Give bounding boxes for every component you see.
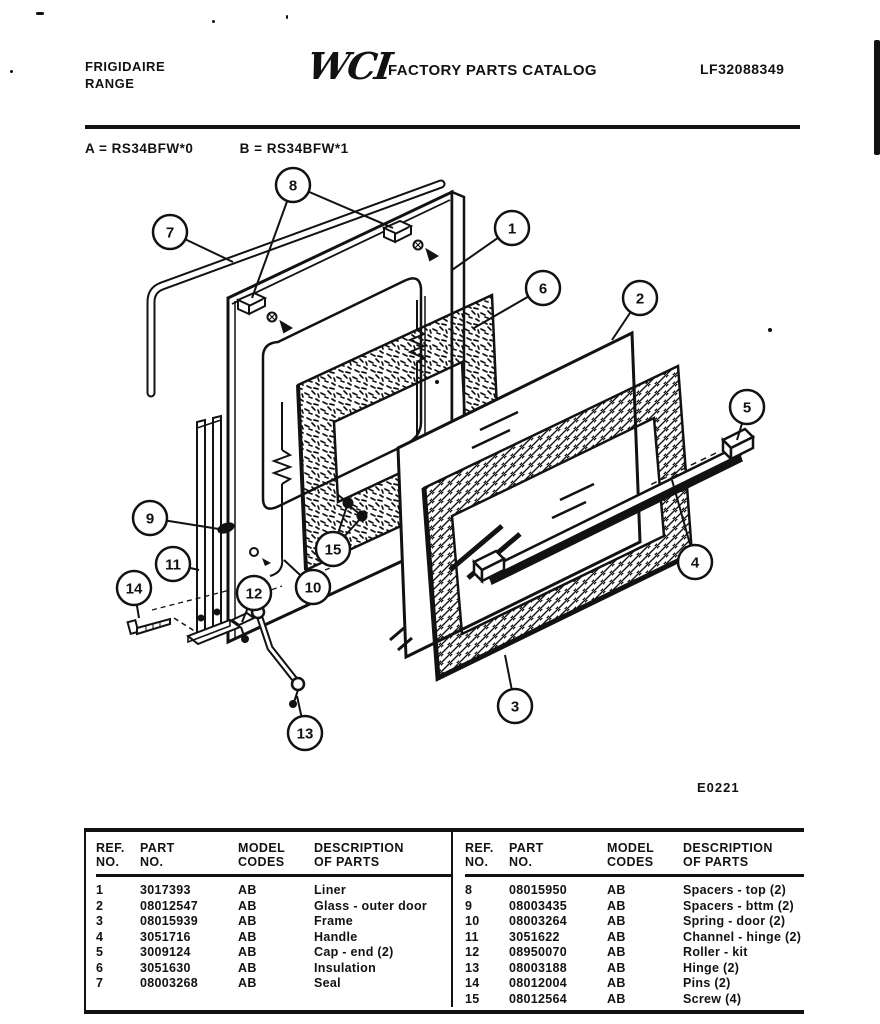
callout-4 bbox=[678, 545, 712, 579]
model-codes: AB bbox=[607, 991, 626, 1006]
part-no: 08015950 bbox=[509, 883, 568, 897]
ref-no: 10 bbox=[465, 914, 480, 928]
ref-no: 7 bbox=[96, 976, 104, 990]
callout-11 bbox=[156, 547, 190, 581]
ref-no: 15 bbox=[465, 991, 480, 1006]
catalog-title: FACTORY PARTS CATALOG bbox=[388, 62, 597, 79]
ref-no: 13 bbox=[465, 960, 480, 975]
part-no: 3051622 bbox=[509, 929, 560, 944]
ref-no: 9 bbox=[465, 898, 473, 913]
svg-text:6: 6 bbox=[538, 280, 548, 298]
ref-no: 14 bbox=[465, 976, 480, 990]
description: Pins (2) bbox=[683, 976, 731, 990]
ref-no: 6 bbox=[96, 960, 104, 975]
model-codes: AB bbox=[607, 960, 626, 975]
svg-text:9: 9 bbox=[145, 510, 155, 528]
table-row bbox=[96, 899, 451, 915]
model-a: A = RS34BFW*0 bbox=[85, 141, 194, 156]
ref-no: 8 bbox=[465, 883, 473, 897]
svg-text:13: 13 bbox=[296, 725, 314, 743]
brand-line2: RANGE bbox=[85, 76, 135, 91]
description: Cap - end (2) bbox=[314, 945, 394, 959]
ref-no: 2 bbox=[96, 898, 104, 913]
svg-text:12: 12 bbox=[245, 585, 263, 603]
wci-logo: WCI bbox=[304, 44, 394, 88]
model-codes: AB bbox=[607, 914, 626, 928]
svg-text:8: 8 bbox=[288, 177, 298, 195]
svg-text:2: 2 bbox=[635, 290, 645, 308]
table-row bbox=[96, 945, 451, 961]
exploded-door-diagram bbox=[0, 150, 880, 810]
table-row bbox=[96, 883, 451, 899]
table-row bbox=[465, 961, 804, 977]
description: Roller - kit bbox=[683, 945, 748, 959]
table-row bbox=[96, 976, 451, 992]
parts-table bbox=[84, 828, 804, 1014]
svg-text:1: 1 bbox=[507, 220, 517, 238]
table-row bbox=[465, 914, 804, 930]
callout-2 bbox=[623, 281, 657, 315]
ref-no: 5 bbox=[96, 945, 104, 959]
part-no: 08015939 bbox=[140, 914, 199, 928]
description: Liner bbox=[314, 883, 347, 897]
part-no: 08003264 bbox=[509, 914, 568, 928]
table-header: REF. NO. PART NO. MODEL CODES DESCRIPTION OF PARTS bbox=[465, 841, 804, 877]
parts-table-right bbox=[451, 832, 804, 1007]
brand-title bbox=[85, 58, 165, 92]
document-number: LF32088349 bbox=[700, 61, 785, 77]
callout-13 bbox=[288, 716, 322, 750]
part-no: 08003268 bbox=[140, 976, 199, 990]
table-row bbox=[465, 899, 804, 915]
callout-14 bbox=[117, 571, 151, 605]
scan-artifact bbox=[874, 40, 880, 155]
svg-text:15: 15 bbox=[324, 541, 342, 559]
description: Insulation bbox=[314, 960, 377, 975]
ref-no: 4 bbox=[96, 929, 104, 944]
svg-text:5: 5 bbox=[742, 399, 752, 417]
description: Frame bbox=[314, 914, 354, 928]
description: Hinge (2) bbox=[683, 960, 740, 975]
svg-text:11: 11 bbox=[165, 556, 181, 574]
callout-5 bbox=[730, 390, 764, 424]
callout-10 bbox=[296, 570, 330, 604]
svg-text:4: 4 bbox=[690, 554, 700, 572]
ref-no: 1 bbox=[96, 883, 104, 897]
model-b: B = RS34BFW*1 bbox=[239, 141, 349, 156]
model-codes: AB bbox=[607, 945, 626, 959]
table-row bbox=[96, 930, 451, 946]
description: Seal bbox=[314, 976, 341, 990]
callout-1 bbox=[495, 211, 529, 245]
table-rows bbox=[465, 883, 804, 1007]
figure-code: E0221 bbox=[697, 780, 740, 795]
part-no: 08003188 bbox=[509, 960, 568, 975]
description: Handle bbox=[314, 929, 358, 944]
model-codes: AB bbox=[607, 929, 626, 944]
scan-noise bbox=[212, 20, 215, 23]
parts-table-left bbox=[86, 832, 451, 1007]
part-no: 3009124 bbox=[140, 945, 191, 959]
svg-text:3: 3 bbox=[510, 698, 520, 716]
description: Spring - door (2) bbox=[683, 914, 786, 928]
table-row bbox=[465, 883, 804, 899]
svg-text:7: 7 bbox=[165, 224, 175, 242]
model-codes: AB bbox=[238, 898, 257, 913]
model-codes: AB bbox=[238, 960, 257, 975]
table-row bbox=[96, 914, 451, 930]
scan-noise bbox=[10, 70, 13, 73]
scan-noise bbox=[286, 15, 288, 19]
ref-no: 3 bbox=[96, 914, 104, 928]
callout-7 bbox=[153, 215, 187, 249]
header-rule bbox=[85, 125, 800, 129]
part-no: 08012004 bbox=[509, 976, 568, 990]
table-row bbox=[465, 992, 804, 1008]
hinge-arm bbox=[252, 606, 304, 708]
model-codes: AB bbox=[607, 976, 626, 990]
model-codes: AB bbox=[607, 898, 626, 913]
hinge-pin bbox=[128, 618, 196, 634]
part-no: 08012564 bbox=[509, 991, 568, 1006]
table-row bbox=[96, 961, 451, 977]
callout-8 bbox=[276, 168, 310, 202]
scan-noise bbox=[435, 380, 439, 384]
part-no: 08003435 bbox=[509, 898, 568, 913]
model-codes: AB bbox=[238, 929, 257, 944]
part-no: 08012547 bbox=[140, 898, 199, 913]
callout-9 bbox=[133, 501, 167, 535]
ref-no: 11 bbox=[465, 929, 479, 944]
description: Spacers - bttm (2) bbox=[683, 898, 794, 913]
model-codes: AB bbox=[238, 976, 257, 990]
callout-6 bbox=[526, 271, 560, 305]
part-no: 08950070 bbox=[509, 945, 568, 959]
description: Glass - outer door bbox=[314, 898, 428, 913]
description: Screw (4) bbox=[683, 991, 742, 1006]
table-header: REF. NO. PART NO. MODEL CODES DESCRIPTION OF PARTS bbox=[96, 841, 451, 877]
svg-text:14: 14 bbox=[125, 580, 143, 598]
callout-3 bbox=[498, 689, 532, 723]
scan-noise bbox=[36, 12, 44, 15]
table-row bbox=[465, 945, 804, 961]
model-codes: AB bbox=[238, 883, 257, 897]
description: Spacers - top (2) bbox=[683, 883, 787, 897]
brand-line1: FRIGIDAIRE bbox=[85, 59, 166, 74]
description: Channel - hinge (2) bbox=[683, 929, 802, 944]
part-no: 3017393 bbox=[140, 883, 191, 897]
model-codes: AB bbox=[607, 883, 626, 897]
model-codes: AB bbox=[238, 914, 257, 928]
svg-text:10: 10 bbox=[304, 579, 322, 597]
model-codes: AB bbox=[238, 945, 257, 959]
callout-12 bbox=[237, 576, 271, 610]
part-no: 3051630 bbox=[140, 960, 191, 975]
table-rows bbox=[96, 883, 451, 992]
table-row bbox=[465, 930, 804, 946]
ref-no: 12 bbox=[465, 945, 480, 959]
table-row bbox=[465, 976, 804, 992]
callout-15 bbox=[316, 532, 350, 566]
scan-noise bbox=[768, 328, 772, 332]
part-no: 3051716 bbox=[140, 929, 191, 944]
